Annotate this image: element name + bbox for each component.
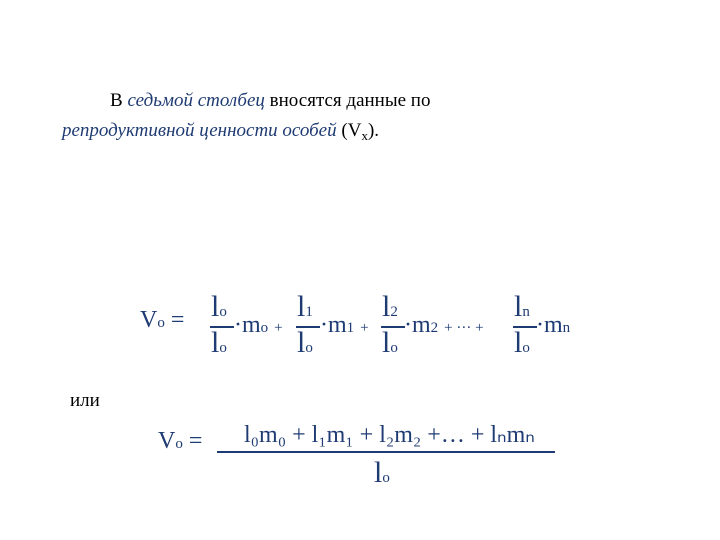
f1-term2-m: ·m2 + ··· + <box>404 312 484 338</box>
f1-termn-den: lo <box>514 326 530 359</box>
f1-term0-num: lo <box>211 290 227 323</box>
f1-term0-m: ·mo + <box>234 312 283 338</box>
paragraph-line-2 <box>62 116 682 151</box>
description-paragraph <box>62 86 682 151</box>
f1-v: V <box>140 307 158 333</box>
f2-lhs <box>158 428 202 455</box>
line1-suffix: вносятся данные по <box>269 90 431 111</box>
reproductive-value-term: репродуктивной ценности особей <box>62 120 337 141</box>
f1-term2-den: lo <box>382 326 398 359</box>
f2-numerator: l₀m₀ + l₁m₁ + l₂m₂ +… + lₙmₙ <box>244 422 535 448</box>
vx-open: (V <box>341 120 362 141</box>
f2-denominator: lo <box>374 456 390 489</box>
or-label: или <box>70 390 100 411</box>
paragraph-line-1 <box>62 86 682 116</box>
f2-fraction-bar <box>217 451 555 453</box>
line1-prefix: В <box>110 90 123 111</box>
f1-termn-num: ln <box>514 290 530 323</box>
f1-term1-m: ·m1 + <box>320 312 369 338</box>
f1-v-sub: o <box>157 315 165 331</box>
seventh-column-term: седьмой столбец <box>127 90 265 111</box>
f2-v: V <box>158 428 176 454</box>
f1-term0-den: lo <box>211 326 227 359</box>
vx-close: ). <box>367 120 380 141</box>
f2-v-sub: o <box>175 436 183 452</box>
f2-eq: = <box>188 428 203 454</box>
f1-termn-m: ·mn <box>536 312 571 338</box>
f1-term1-num: l1 <box>297 290 313 323</box>
f1-eq: = <box>170 307 185 333</box>
vx-subscript: x <box>361 128 368 143</box>
f1-lhs <box>140 307 184 334</box>
f1-term2-num: l2 <box>382 290 398 323</box>
f1-term1-den: lo <box>297 326 313 359</box>
